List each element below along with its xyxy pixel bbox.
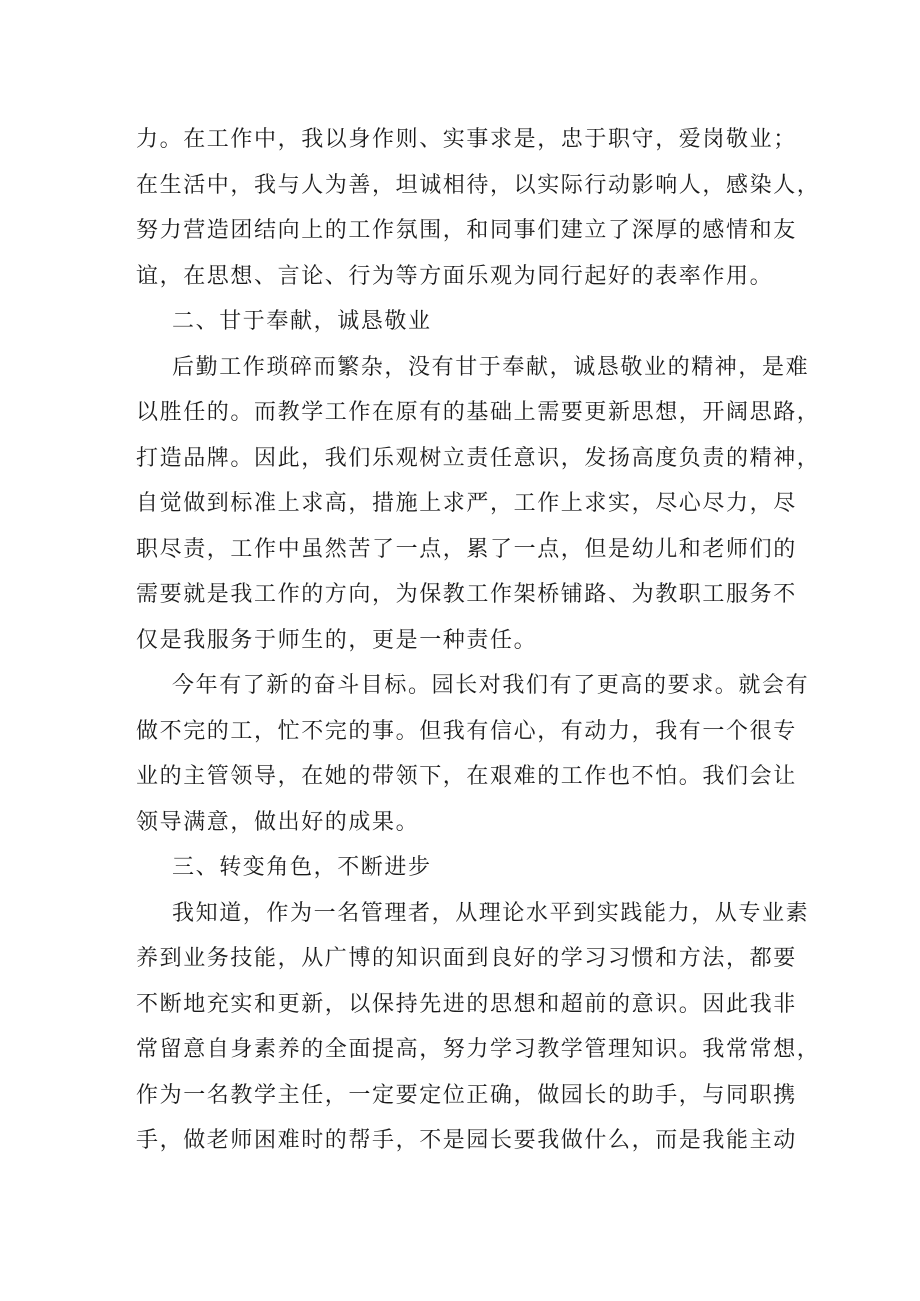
document-body: [136, 117, 821, 1164]
text-line: 作为一名教学主任，一定要定位正确，做园长的助手，与同职携: [136, 1082, 797, 1108]
text-line: 需要就是我工作的方向，为保教工作架桥铺路、为教职工服务不: [136, 582, 797, 607]
text-line: 养到业务技能，从广博的知识面到良好的学习习惯和方法，都要: [136, 946, 797, 971]
text-line: 领导满意，做出好的成果。: [136, 809, 420, 835]
text-line: 以胜任的。而教学工作在原有的基础上需要更新思想，开阔思路，: [136, 400, 821, 425]
text-line: 自觉做到标准上求高，措施上求严，工作上求实，尽心尽力，尽: [136, 491, 797, 516]
text-line: 谊，在思想、言论、行为等方面乐观为同行起好的表率作用。: [136, 263, 774, 289]
text-line: 努力营造团结向上的工作氛围，和同事们建立了深厚的感情和友: [136, 218, 797, 243]
text-line: 今年有了新的奋斗目标。园长对我们有了更高的要求。就会有: [172, 673, 810, 698]
text-line: 力。在工作中，我以身作则、实事求是，忠于职守，爱岗敬业；: [136, 127, 797, 152]
text-line: 做不完的工，忙不完的事。但我有信心，有动力，我有一个很专: [136, 718, 797, 744]
text-line: 后勤工作琐碎而繁杂，没有甘于奉献，诚恳敬业的精神，是难: [172, 354, 810, 380]
text-line: 在生活中，我与人为善，坦诚相待，以实际行动影响人，感染人，: [136, 172, 821, 198]
text-line: 不断地充实和更新，以保持先进的思想和超前的意识。因此我非: [136, 991, 797, 1017]
section-heading: 三、转变角色，不断进步: [172, 855, 432, 880]
text-line: 常留意自身素养的全面提高，努力学习教学管理知识。我常常想，: [136, 1037, 821, 1062]
text-line: 打造品牌。因此，我们乐观树立责任意识，发扬高度负责的精神，: [136, 445, 821, 471]
section-heading: 二、甘于奉献，诚恳敬业: [172, 309, 432, 334]
text-line: 职尽责，工作中虽然苦了一点，累了一点，但是幼儿和老师们的: [136, 536, 797, 562]
text-line: 业的主管领导，在她的带领下，在艰难的工作也不怕。我们会让: [136, 764, 797, 789]
text-line: 手，做老师困难时的帮手，不是园长要我做什么，而是我能主动: [136, 1128, 797, 1153]
text-line: 仅是我服务于师生的，更是一种责任。: [136, 627, 538, 653]
text-line: 我知道，作为一名管理者，从理论水平到实践能力，从专业素: [172, 900, 810, 926]
